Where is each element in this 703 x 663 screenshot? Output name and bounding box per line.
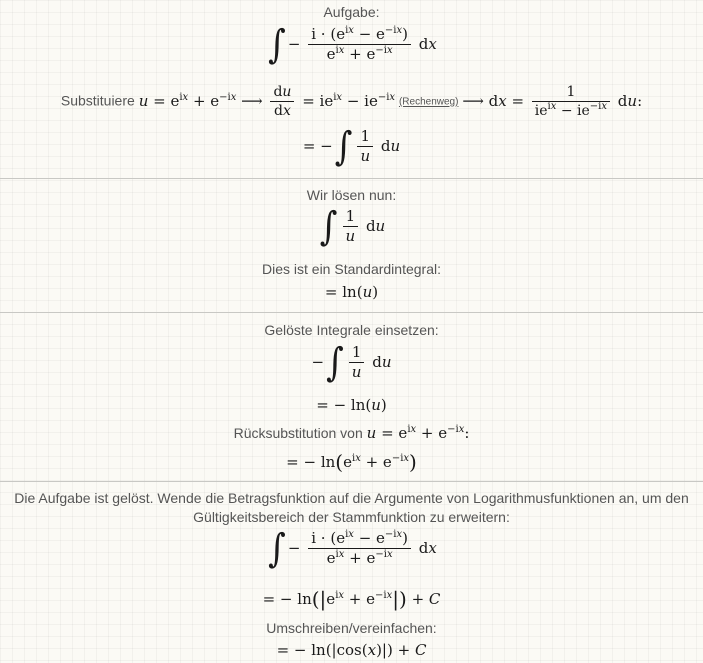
divider-3 xyxy=(0,481,703,482)
standard-integral-label: Dies ist ein Standardintegral: xyxy=(262,261,441,277)
calculation-link[interactable]: (Rechenweg) xyxy=(398,96,459,108)
substitute-label: Substituiere xyxy=(60,92,135,109)
insert-solved-label: Gelöste Integrale einsetzen: xyxy=(264,322,439,338)
final-result-abs: = − $\ln(|e^{ix} + e^{-ix}|) + C$ xyxy=(262,587,441,611)
solve-now-label: Wir lösen nun: xyxy=(306,187,397,203)
inserted-result: = − ln(u) xyxy=(316,396,387,414)
divider-1 xyxy=(0,178,703,179)
conclusion-line-1: Die Aufgabe ist gelöst. Wende die Betragsfunktion auf die Argumente von Logarithmusfunktionen an, um den xyxy=(14,490,689,506)
rewrite-label: Umschreiben/vereinfachen: xyxy=(266,620,437,636)
back-substitution-line: Rücksubstitution von $u = e^{ix} + e^{-ix}$: xyxy=(233,424,470,442)
solve-integral: ∫ $\frac{1}{u}$ du xyxy=(319,203,386,250)
back-substituted-result: = − $\ln(e^{ix} + e^{-ix})$ xyxy=(286,450,417,474)
standard-result: = ln(u) xyxy=(324,283,379,301)
simplified-result: = − ln(|cos(x)|) + C xyxy=(276,641,427,659)
inserted-integral: −∫ $\frac{1}{u}$ du xyxy=(311,339,392,386)
task-integral: ∫ − $\frac{i \cdot (e^{ix} - e^{-ix})}{e^{ix} + e^{-ix}}$ dx xyxy=(268,21,437,68)
final-integral: ∫ − $\frac{i \cdot (e^{ix} - e^{-ix})}{e^{ix} + e^{-ix}}$ dx xyxy=(268,525,437,572)
back-substitution-label: Rücksubstitution von xyxy=(233,425,363,441)
substituted-integral: = −∫ $\frac{1}{u}$ du xyxy=(302,123,401,170)
substitution-line: Substituiere $u = e^{ix} + e^{-ix}$ ⟶ $\frac{du}{dx}$ = $ie^{ix} - ie^{-ix}$ (Rechenweg) ⟶ dx = $\frac{1}{ie^{ix} - ie^{-ix}}$ du: xyxy=(60,84,643,120)
divider-2 xyxy=(0,312,703,313)
task-label: Aufgabe: xyxy=(323,4,380,20)
conclusion-line-2: Gültigkeitsbereich der Stammfunktion zu erweitern: xyxy=(193,509,510,525)
